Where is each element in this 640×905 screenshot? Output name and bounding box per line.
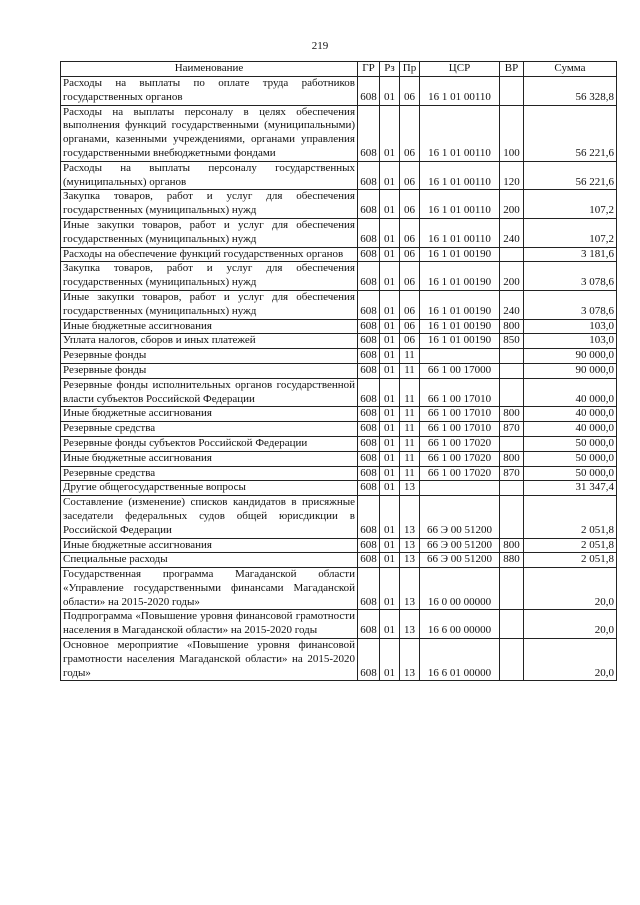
- table-row: [61, 363, 617, 378]
- cell-name: Государственная программа Магаданской области «Управление государственными финансами Магаданской области» на 2015-2020 годы»: [61, 568, 358, 610]
- cell-pr: 11: [400, 407, 420, 422]
- cell-gr: 608: [358, 481, 380, 496]
- cell-gr: 608: [358, 436, 380, 451]
- cell-gr: 608: [358, 77, 380, 106]
- cell-gr: 608: [358, 568, 380, 610]
- header-gr: ГР: [358, 62, 380, 77]
- cell-vr: 880: [500, 553, 524, 568]
- cell-sum: 107,2: [524, 190, 617, 219]
- cell-gr: 608: [358, 349, 380, 364]
- cell-gr: 608: [358, 262, 380, 291]
- cell-gr: 608: [358, 496, 380, 538]
- cell-csr: 16 1 01 00190: [420, 262, 500, 291]
- cell-vr: [500, 378, 524, 407]
- budget-table: [60, 61, 617, 681]
- table-row: [61, 247, 617, 262]
- cell-pr: 06: [400, 290, 420, 319]
- cell-csr: 66 Э 00 51200: [420, 553, 500, 568]
- cell-rz: 01: [380, 190, 400, 219]
- cell-vr: 850: [500, 334, 524, 349]
- cell-rz: 01: [380, 349, 400, 364]
- cell-gr: 608: [358, 538, 380, 553]
- cell-gr: 608: [358, 363, 380, 378]
- cell-name: Расходы на обеспечение функций государственных органов: [61, 247, 358, 262]
- cell-gr: 608: [358, 639, 380, 681]
- cell-sum: 3 078,6: [524, 290, 617, 319]
- cell-vr: 870: [500, 422, 524, 437]
- cell-csr: 66 1 00 17020: [420, 436, 500, 451]
- cell-pr: 06: [400, 319, 420, 334]
- cell-rz: 01: [380, 161, 400, 190]
- cell-name: Иные бюджетные ассигнования: [61, 407, 358, 422]
- cell-gr: 608: [358, 247, 380, 262]
- cell-rz: 01: [380, 451, 400, 466]
- cell-name: Расходы на выплаты персоналу государственных (муниципальных) органов: [61, 161, 358, 190]
- cell-csr: 66 Э 00 51200: [420, 496, 500, 538]
- cell-name: Иные закупки товаров, работ и услуг для обеспечения государственных (муниципальных) нужд: [61, 290, 358, 319]
- cell-pr: 13: [400, 568, 420, 610]
- cell-gr: 608: [358, 190, 380, 219]
- header-vr: ВР: [500, 62, 524, 77]
- cell-sum: 2 051,8: [524, 553, 617, 568]
- cell-gr: 608: [358, 105, 380, 161]
- table-row: [61, 218, 617, 247]
- cell-gr: 608: [358, 290, 380, 319]
- cell-rz: 01: [380, 466, 400, 481]
- table-row: [61, 349, 617, 364]
- cell-gr: 608: [358, 610, 380, 639]
- cell-rz: 01: [380, 639, 400, 681]
- cell-name: Резервные фонды: [61, 349, 358, 364]
- cell-vr: 800: [500, 407, 524, 422]
- cell-pr: 13: [400, 538, 420, 553]
- cell-vr: 800: [500, 538, 524, 553]
- cell-pr: 13: [400, 553, 420, 568]
- cell-sum: 50 000,0: [524, 436, 617, 451]
- header-sum: Сумма: [524, 62, 617, 77]
- cell-vr: 800: [500, 319, 524, 334]
- cell-pr: 11: [400, 378, 420, 407]
- cell-vr: [500, 363, 524, 378]
- cell-csr: 66 1 00 17010: [420, 407, 500, 422]
- cell-name: Резервные фонды исполнительных органов государственной власти субъектов Российской Федерации: [61, 378, 358, 407]
- cell-vr: [500, 481, 524, 496]
- cell-pr: 11: [400, 466, 420, 481]
- cell-rz: 01: [380, 105, 400, 161]
- cell-name: Резервные средства: [61, 422, 358, 437]
- table-row: [61, 422, 617, 437]
- cell-rz: 01: [380, 218, 400, 247]
- cell-sum: 20,0: [524, 610, 617, 639]
- cell-name: Резервные средства: [61, 466, 358, 481]
- cell-gr: 608: [358, 466, 380, 481]
- cell-sum: 90 000,0: [524, 349, 617, 364]
- cell-csr: 66 1 00 17020: [420, 451, 500, 466]
- cell-sum: 31 347,4: [524, 481, 617, 496]
- cell-sum: 50 000,0: [524, 451, 617, 466]
- cell-sum: 2 051,8: [524, 496, 617, 538]
- cell-name: Расходы на выплаты персоналу в целях обеспечения выполнения функций государственными (муниципальными) органами, казенными учреждениями, органами управления государственными внебюджетными фондами: [61, 105, 358, 161]
- cell-csr: 16 1 01 00110: [420, 77, 500, 106]
- table-row: [61, 190, 617, 219]
- cell-pr: 13: [400, 610, 420, 639]
- cell-rz: 01: [380, 610, 400, 639]
- cell-gr: 608: [358, 334, 380, 349]
- table-row: [61, 334, 617, 349]
- cell-sum: 56 328,8: [524, 77, 617, 106]
- cell-rz: 01: [380, 247, 400, 262]
- cell-gr: 608: [358, 553, 380, 568]
- cell-sum: 56 221,6: [524, 161, 617, 190]
- cell-csr: [420, 349, 500, 364]
- cell-vr: 240: [500, 290, 524, 319]
- cell-csr: [420, 481, 500, 496]
- cell-csr: 16 1 01 00110: [420, 190, 500, 219]
- cell-rz: 01: [380, 363, 400, 378]
- cell-name: Иные бюджетные ассигнования: [61, 538, 358, 553]
- cell-sum: 40 000,0: [524, 407, 617, 422]
- cell-csr: 16 1 01 00110: [420, 105, 500, 161]
- cell-name: Основное мероприятие «Повышение уровня финансовой грамотности населения Магаданской области» на 2015-2020 годы»: [61, 639, 358, 681]
- cell-name: Резервные фонды субъектов Российской Федерации: [61, 436, 358, 451]
- cell-vr: [500, 247, 524, 262]
- cell-csr: 66 1 00 17010: [420, 378, 500, 407]
- cell-vr: [500, 436, 524, 451]
- cell-vr: 200: [500, 190, 524, 219]
- cell-pr: 06: [400, 105, 420, 161]
- table-row: [61, 451, 617, 466]
- cell-csr: 16 1 01 00110: [420, 161, 500, 190]
- cell-gr: 608: [358, 319, 380, 334]
- cell-vr: [500, 77, 524, 106]
- cell-sum: 2 051,8: [524, 538, 617, 553]
- cell-pr: 11: [400, 422, 420, 437]
- table-row: [61, 77, 617, 106]
- table-row: [61, 568, 617, 610]
- table-row: [61, 639, 617, 681]
- cell-rz: 01: [380, 334, 400, 349]
- cell-rz: 01: [380, 262, 400, 291]
- cell-sum: 50 000,0: [524, 466, 617, 481]
- table-row: [61, 481, 617, 496]
- table-row: [61, 290, 617, 319]
- cell-vr: 800: [500, 451, 524, 466]
- cell-pr: 06: [400, 161, 420, 190]
- table-row: [61, 319, 617, 334]
- cell-name: Резервные фонды: [61, 363, 358, 378]
- cell-csr: 16 6 00 00000: [420, 610, 500, 639]
- cell-sum: 40 000,0: [524, 422, 617, 437]
- cell-pr: 06: [400, 77, 420, 106]
- cell-vr: [500, 610, 524, 639]
- cell-sum: 56 221,6: [524, 105, 617, 161]
- cell-name: Закупка товаров, работ и услуг для обеспечения государственных (муниципальных) нужд: [61, 262, 358, 291]
- cell-sum: 40 000,0: [524, 378, 617, 407]
- table-row: [61, 378, 617, 407]
- cell-pr: 06: [400, 247, 420, 262]
- cell-sum: 103,0: [524, 334, 617, 349]
- cell-rz: 01: [380, 481, 400, 496]
- cell-rz: 01: [380, 319, 400, 334]
- cell-name: Иные бюджетные ассигнования: [61, 451, 358, 466]
- cell-vr: [500, 639, 524, 681]
- cell-pr: 11: [400, 363, 420, 378]
- cell-vr: [500, 496, 524, 538]
- cell-sum: 3 181,6: [524, 247, 617, 262]
- table-row: [61, 407, 617, 422]
- cell-sum: 107,2: [524, 218, 617, 247]
- cell-pr: 06: [400, 334, 420, 349]
- page-number: 219: [311, 40, 329, 52]
- cell-gr: 608: [358, 218, 380, 247]
- cell-pr: 13: [400, 496, 420, 538]
- cell-sum: 90 000,0: [524, 363, 617, 378]
- cell-name: Иные закупки товаров, работ и услуг для обеспечения государственных (муниципальных) нужд: [61, 218, 358, 247]
- cell-csr: 16 1 01 00190: [420, 319, 500, 334]
- table-row: [61, 105, 617, 161]
- cell-rz: 01: [380, 290, 400, 319]
- cell-pr: 11: [400, 436, 420, 451]
- cell-vr: 100: [500, 105, 524, 161]
- cell-gr: 608: [358, 161, 380, 190]
- cell-gr: 608: [358, 407, 380, 422]
- table-row: [61, 262, 617, 291]
- cell-rz: 01: [380, 568, 400, 610]
- cell-pr: 11: [400, 451, 420, 466]
- cell-gr: 608: [358, 451, 380, 466]
- cell-vr: 200: [500, 262, 524, 291]
- cell-csr: 16 1 01 00190: [420, 334, 500, 349]
- cell-pr: 11: [400, 349, 420, 364]
- cell-rz: 01: [380, 77, 400, 106]
- cell-pr: 06: [400, 190, 420, 219]
- cell-gr: 608: [358, 378, 380, 407]
- cell-pr: 06: [400, 218, 420, 247]
- cell-csr: 66 1 00 17000: [420, 363, 500, 378]
- cell-name: Специальные расходы: [61, 553, 358, 568]
- table-row: [61, 161, 617, 190]
- cell-rz: 01: [380, 378, 400, 407]
- cell-csr: 16 1 01 00190: [420, 247, 500, 262]
- cell-sum: 20,0: [524, 639, 617, 681]
- cell-rz: 01: [380, 538, 400, 553]
- cell-rz: 01: [380, 496, 400, 538]
- cell-name: Уплата налогов, сборов и иных платежей: [61, 334, 358, 349]
- table-row: [61, 436, 617, 451]
- cell-vr: [500, 568, 524, 610]
- table-body: [61, 77, 617, 681]
- table-row: [61, 538, 617, 553]
- header-csr: ЦСР: [420, 62, 500, 77]
- table-row: [61, 496, 617, 538]
- cell-csr: 16 6 01 00000: [420, 639, 500, 681]
- cell-pr: 06: [400, 262, 420, 291]
- cell-name: Закупка товаров, работ и услуг для обеспечения государственных (муниципальных) нужд: [61, 190, 358, 219]
- header-pr: Пр: [400, 62, 420, 77]
- table-row: [61, 466, 617, 481]
- cell-rz: 01: [380, 422, 400, 437]
- cell-vr: 870: [500, 466, 524, 481]
- table-row: [61, 610, 617, 639]
- cell-name: Составление (изменение) списков кандидатов в присяжные заседатели федеральных судов общей юрисдикции в Российской Федерации: [61, 496, 358, 538]
- cell-csr: 66 1 00 17010: [420, 422, 500, 437]
- cell-csr: 16 1 01 00190: [420, 290, 500, 319]
- cell-csr: 66 Э 00 51200: [420, 538, 500, 553]
- cell-gr: 608: [358, 422, 380, 437]
- cell-vr: 240: [500, 218, 524, 247]
- cell-sum: 103,0: [524, 319, 617, 334]
- table-row: [61, 553, 617, 568]
- cell-sum: 20,0: [524, 568, 617, 610]
- cell-name: Иные бюджетные ассигнования: [61, 319, 358, 334]
- cell-pr: 13: [400, 481, 420, 496]
- cell-name: Расходы на выплаты по оплате труда работников государственных органов: [61, 77, 358, 106]
- cell-rz: 01: [380, 553, 400, 568]
- cell-rz: 01: [380, 407, 400, 422]
- cell-csr: 16 1 01 00110: [420, 218, 500, 247]
- cell-vr: 120: [500, 161, 524, 190]
- cell-csr: 66 1 00 17020: [420, 466, 500, 481]
- cell-pr: 13: [400, 639, 420, 681]
- cell-vr: [500, 349, 524, 364]
- cell-name: Другие общегосударственные вопросы: [61, 481, 358, 496]
- header-rz: Рз: [380, 62, 400, 77]
- cell-name: Подпрограмма «Повышение уровня финансовой грамотности населения в Магаданской области» на 2015-2020 годы: [61, 610, 358, 639]
- cell-csr: 16 0 00 00000: [420, 568, 500, 610]
- cell-sum: 3 078,6: [524, 262, 617, 291]
- table-header-row: [61, 62, 617, 77]
- cell-rz: 01: [380, 436, 400, 451]
- header-name: Наименование: [61, 62, 358, 77]
